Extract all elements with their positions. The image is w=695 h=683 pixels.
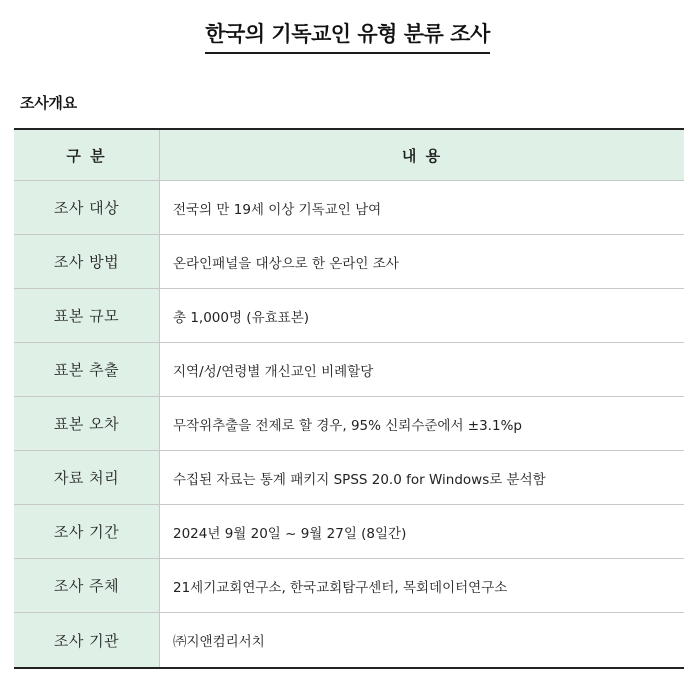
title-wrap [0,18,695,54]
table-row [14,451,684,505]
section-heading: 조사개요 [20,94,77,112]
table-row [14,397,684,451]
row-key-cell: 자료 처리 [14,451,160,504]
row-value-cell: 21세기교회연구소, 한국교회탐구센터, 목회데이터연구소 [173,579,508,596]
row-value-cell: 수집된 자료는 통계 패키지 SPSS 20.0 for Windows로 분석함 [173,471,546,488]
header-value-cell: 내 용 [160,130,684,180]
table-row [14,289,684,343]
header-key-cell: 구 분 [14,130,160,180]
row-value-cell: 전국의 만 19세 이상 기독교인 남여 [173,201,382,218]
row-value-cell: 2024년 9월 20일 ~ 9월 27일 (8일간) [173,525,407,542]
row-value-cell: 지역/성/연령별 개신교인 비례할당 [173,363,374,380]
table-row [14,343,684,397]
row-key-cell: 조사 기간 [14,505,160,558]
row-key-cell: 표본 오차 [14,397,160,450]
page-title: 한국의 기독교인 유형 분류 조사 [205,18,489,54]
row-key-cell: 조사 방법 [14,235,160,288]
survey-overview-table [14,128,684,669]
row-key-cell: 표본 규모 [14,289,160,342]
row-key-cell: 조사 주체 [14,559,160,612]
table-row [14,181,684,235]
table-row [14,235,684,289]
row-value-cell: 무작위추출을 전제로 할 경우, 95% 신뢰수준에서 ±3.1%p [173,417,522,434]
table-header-row [14,130,684,181]
row-value-cell: 온라인패널을 대상으로 한 온라인 조사 [173,255,399,272]
row-value-cell: ㈜지앤컴리서치 [173,634,265,650]
row-key-cell: 조사 기관 [14,613,160,667]
table-row [14,559,684,613]
row-value-cell: 총 1,000명 (유효표본) [173,309,310,326]
row-key-cell: 표본 추출 [14,343,160,396]
row-key-cell: 조사 대상 [14,181,160,234]
table-row [14,505,684,559]
table-row [14,613,684,667]
